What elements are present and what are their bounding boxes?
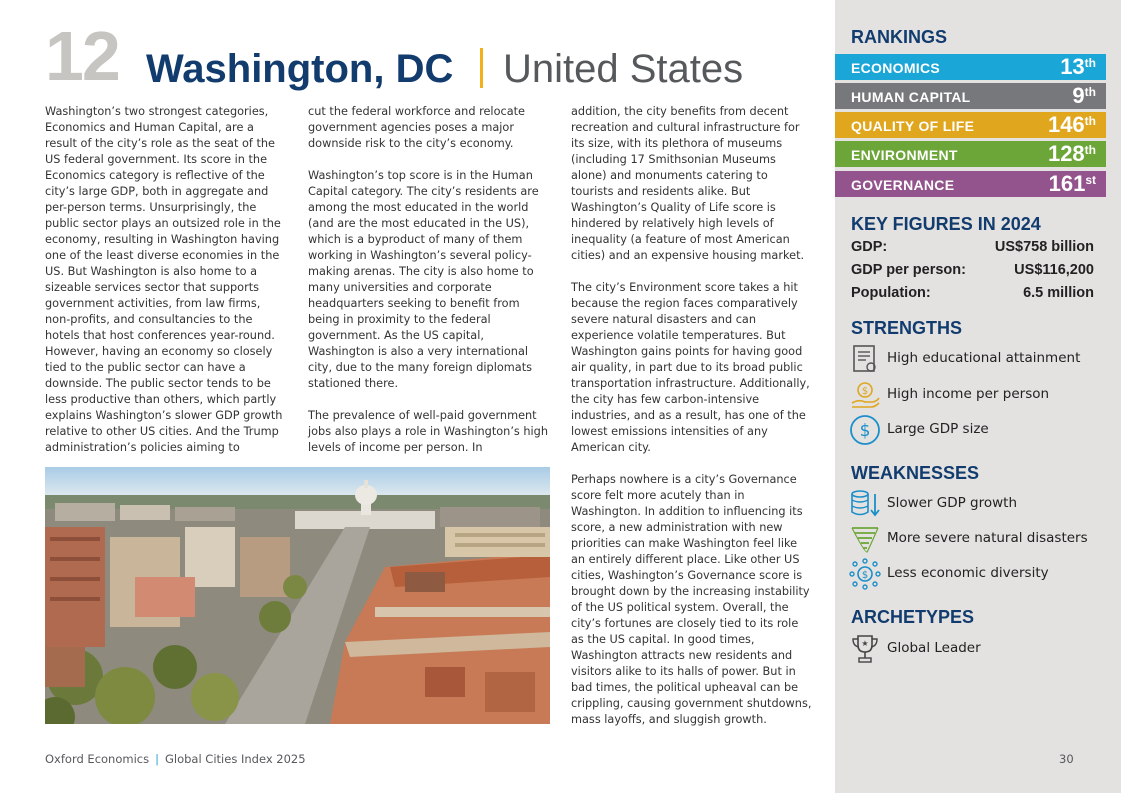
- ranking-label: QUALITY OF LIFE: [851, 118, 975, 134]
- ranking-value: 161st: [1048, 171, 1096, 196]
- strength-text: Large GDP size: [887, 421, 989, 437]
- weakness-text: Slower GDP growth: [887, 495, 1018, 511]
- key-figure-label: GDP:: [851, 239, 888, 255]
- body-paragraph: Washington’s top score is in the Human Capital category. The city’s residents are among the most educated in the world (and are the most educated in the US), which is a byproduct of many of them working in Washington’s several policy-making arenas. The city is also home to many universities and corporate headquarters seeking to benefit from being in proximity to the federal government. As the US capital, Washington is also a very international city, due to the many foreign diplomats stationed there.: [308, 169, 539, 390]
- key-figure-label: GDP per person:: [851, 262, 966, 278]
- trophy-icon: [849, 633, 881, 665]
- weakness-item: [849, 523, 1111, 555]
- strength-text: High educational attainment: [887, 350, 1081, 366]
- country-name: United States: [503, 47, 744, 91]
- footer-report: Global Cities Index 2025: [164, 752, 306, 766]
- ranking-human-capital: [835, 83, 1106, 109]
- archetype-text: Global Leader: [887, 640, 981, 656]
- strength-item: [849, 414, 1111, 446]
- footer-separator: |: [155, 752, 159, 766]
- body-column-2: [308, 104, 549, 472]
- body-paragraph: The prevalence of well-paid government jobs also plays a role in Washington’s high levels of income per person. In: [308, 409, 549, 454]
- ranking-label: ECONOMICS: [851, 60, 941, 76]
- body-paragraph: cut the federal workforce and relocate government agencies poses a major downside risk to the city’s economy.: [308, 105, 525, 150]
- weaknesses-title: WEAKNESSES: [851, 463, 980, 483]
- archetype-item: [849, 633, 1111, 665]
- weakness-text: More severe natural disasters: [887, 530, 1088, 546]
- city-name: Washington, DC: [146, 47, 454, 91]
- archetypes-title: ARCHETYPES: [851, 607, 975, 627]
- city-rank-number: 12: [45, 17, 119, 95]
- footer-publisher: Oxford Economics: [45, 752, 150, 766]
- ranking-label: ENVIRONMENT: [851, 147, 958, 163]
- ranking-label: HUMAN CAPITAL: [851, 89, 971, 105]
- key-figure-value: 6.5 million: [1023, 285, 1094, 301]
- ranking-environment: [835, 141, 1106, 167]
- body-paragraph: Perhaps nowhere is a city’s Governance score felt more acutely than in Washington. In addition to influencing its score, a new administration with new priorities can make Washington feel like an entirely different place. Like other US cities, Washington’s Governance score is brought down by the increasing instability of the US political system. Overall, the city’s fortunes are closely tied to its role as the US capital. In good times, Washington attracts new residents and visitors alike to its halls of power. But in bad times, the political upheaval can be crippling, causing government shutdowns, mass layoffs, and sluggish growth.: [571, 473, 812, 726]
- ranking-governance: [835, 171, 1106, 197]
- strength-item: [849, 379, 1111, 411]
- dollar-circle-icon: [849, 414, 881, 446]
- city-aerial-photo: [45, 467, 550, 724]
- rankings-title: RANKINGS: [851, 27, 948, 47]
- strengths-title: STRENGTHS: [851, 318, 963, 338]
- ranking-label: GOVERNANCE: [851, 177, 955, 193]
- key-figures-title: KEY FIGURES IN 2024: [851, 214, 1041, 234]
- strength-item: [849, 343, 1111, 375]
- footer: [45, 752, 306, 766]
- weakness-text: Less economic diversity: [887, 565, 1049, 581]
- diploma-icon: [849, 343, 881, 375]
- title-separator: [480, 48, 483, 88]
- body-paragraph: Washington’s two strongest categories, Economics and Human Capital, are a result of the city’s role as the seat of the US federal government. Its score in the Economics category is reflective of the city’s large GDP, both in aggregate and per-person terms. Unsurprisingly, the public sector plays an outsized role in the economy, resulting in Washington having one of the least diverse economies in the US. But Washington is also home to a sizeable services sector that supports government activities, from law firms, non-profits, and consultancies to the hotels that host conferences year-round. However, having an economy so closely tied to the public sector can have a downside. The public sector tends to be less productive than others, which partly explains Washington’s slower GDP growth relative to other US cities. And the Trump administration’s policies aiming to: [45, 105, 283, 454]
- ranking-value: 146th: [1047, 112, 1096, 137]
- weakness-item: [849, 488, 1111, 520]
- body-paragraph: The city’s Environment score takes a hit because the region faces comparatively severe natural disasters and can experience volatile temperatures. But Washington gains points for having good air quality, in part due to its broad public transportation infrastructure. Additionally, the city has few carbon-intensive industries, and as a result, has one of the lowest emissions intensities of any American city.: [571, 281, 810, 454]
- ranking-value: 13th: [1060, 54, 1096, 79]
- key-figure-label: Population:: [851, 285, 931, 301]
- ranking-quality-of-life: [835, 112, 1106, 138]
- page-number: 30: [1059, 752, 1074, 766]
- svg-text:$: $: [859, 421, 871, 441]
- key-figure-value: US$116,200: [1014, 262, 1094, 278]
- ranking-economics: [835, 54, 1106, 80]
- svg-text:$: $: [861, 570, 869, 581]
- key-figure-value: US$758 billion: [994, 239, 1094, 255]
- ranking-value: 9th: [1072, 83, 1096, 108]
- weakness-item: [849, 558, 1111, 590]
- dollar-network-icon: [849, 558, 881, 590]
- svg-text:★: ★: [861, 639, 869, 648]
- ranking-value: 128th: [1047, 141, 1096, 166]
- body-column-1: [45, 104, 288, 472]
- svg-text:$: $: [861, 386, 869, 397]
- hand-coin-icon: [849, 379, 881, 411]
- tornado-icon: [849, 523, 881, 555]
- coins-down-icon: [849, 488, 881, 520]
- body-column-3: [571, 104, 813, 744]
- body-paragraph: addition, the city benefits from decent recreation and cultural infrastructure for its size, with its plethora of museums (including 17 Smithsonian Museums alone) and monuments catering to tourists and residents alike. But Washington’s Quality of Life score is hindered by relatively high levels of inequality (a feature of most American cities) and an expensive housing market.: [571, 105, 805, 262]
- strength-text: High income per person: [887, 386, 1050, 402]
